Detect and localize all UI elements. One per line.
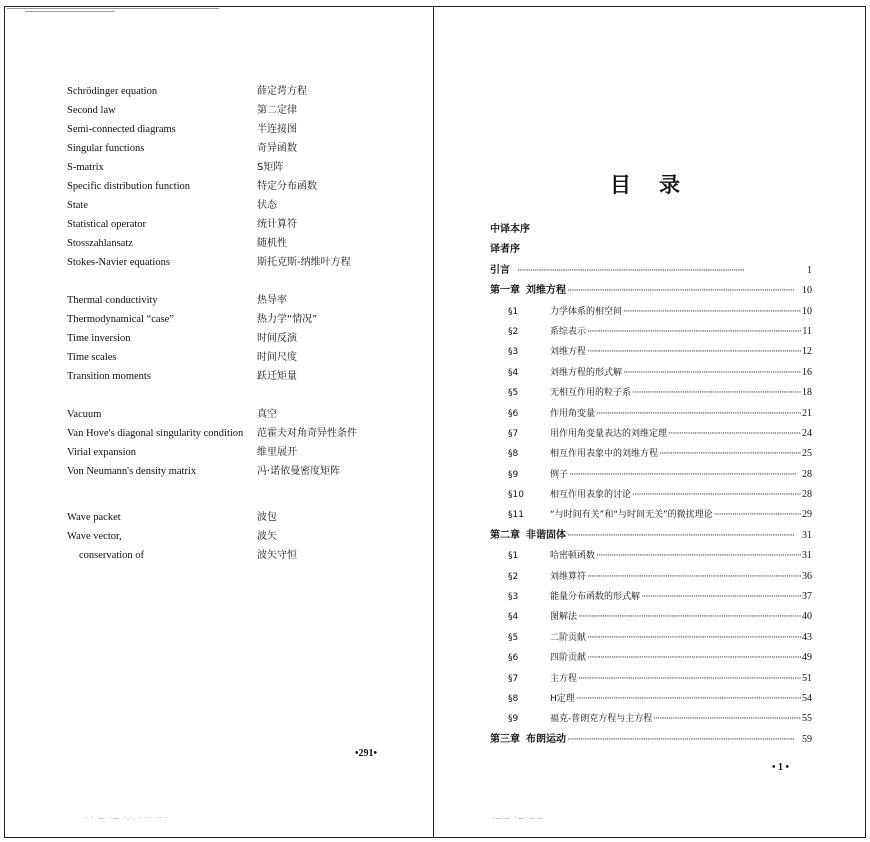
glossary-row: Wave packet 波包	[67, 512, 277, 523]
scan-artifact	[25, 11, 115, 12]
glossary-row: Van Hove's diagonal singularity condition 范霍夫对角奇异性条件	[67, 428, 357, 439]
toc-title: 目录	[610, 173, 708, 197]
toc-entry: §7 主方程 ····· 51	[490, 669, 812, 689]
toc-entry: §5 无相互作用的粒子系 ····· 18	[490, 383, 812, 403]
glossary-row: Thermal conductivity 热导率	[67, 295, 287, 306]
toc-entry: §9 福克-普朗克方程与主方程 ····· 55	[490, 709, 812, 729]
toc-entry: §6 作用角变量 ····· 21	[490, 404, 812, 424]
toc-entry: §8 相互作用表象中的刘维方程 ····· 25	[490, 444, 812, 464]
toc-entry: §9 例子 ····· 28	[490, 465, 812, 485]
left-page	[5, 6, 433, 838]
glossary-row: Time inversion 时间反演	[67, 333, 297, 344]
toc-entry: §7 用作用角变量表达的刘维定理 ····· 24	[490, 424, 812, 444]
glossary-row: Virial expansion 维里展开	[67, 447, 297, 458]
glossary-row: State 状态	[67, 200, 277, 211]
toc-entry: §5 二阶贡献 ····· 43	[490, 628, 812, 648]
glossary-row: Statistical operator 统计算符	[67, 219, 297, 230]
toc-entry: §1 哈密顿函数 ····· 31	[490, 546, 812, 566]
glossary-row: Second law 第二定律	[67, 105, 297, 116]
toc-entry: §1 力学体系的相空间 ····· 10	[490, 302, 812, 322]
glossary-row: Stosszahlansatz 随机性	[67, 238, 287, 249]
toc-entry: 第一章 刘维方程 ····· 10	[490, 281, 812, 301]
scan-artifact	[7, 8, 219, 9]
toc-entry: §3 刘维方程 ····· 12	[490, 342, 812, 362]
toc-entry: §2 系综表示 ····· 11	[490, 322, 812, 342]
toc-entry: §10 相互作用表象的讨论 ····· 28	[490, 485, 812, 505]
glossary-row: Thermodynamical “case” 热力学“情况”	[67, 314, 318, 325]
glossary-row: Singular functions 奇异函数	[67, 143, 297, 154]
glossary-row: Transition moments 跃迁矩量	[67, 371, 297, 382]
toc-entry: §4 图解法 ····· 40	[490, 607, 812, 627]
toc-entry: §2 刘维算符 ····· 36	[490, 567, 812, 587]
toc-entry: §4 刘维方程的形式解 ····· 16	[490, 363, 812, 383]
glossary-row: S-matrix S矩阵	[67, 162, 284, 173]
glossary-row: Semi-connected diagrams 半连接图	[67, 124, 297, 135]
glossary-row: conservation of 波矢守恒	[79, 550, 297, 561]
toc-entry: 中译本序	[490, 224, 530, 235]
toc-entry: 译者序	[490, 244, 520, 256]
toc-entry: 第二章 非谐固体 ····· 31	[490, 526, 812, 546]
glossary-row: Von Neumann's density matrix 冯·诺依曼密度矩阵	[67, 466, 341, 477]
glossary-list	[67, 82, 407, 565]
page-number: •291•	[355, 748, 378, 759]
glossary-row: Stokes-Navier equations 斯托克斯-纳维叶方程	[67, 257, 351, 268]
toc-entry: 第三章 布朗运动 ····· 59	[490, 730, 812, 750]
right-page	[434, 6, 865, 838]
toc-entry: §3 能量分布函数的形式解 ····· 37	[490, 587, 812, 607]
scan-artifact: ·—— ·—·——	[492, 814, 545, 822]
glossary-row: Vacuum 真空	[67, 409, 277, 420]
toc-entry: §6 四阶贡献 ····· 49	[490, 648, 812, 668]
toc-entry: §11 “与时间有关”和“与时间无关”的微扰理论 ····· 29	[490, 505, 812, 525]
glossary-row: Wave vector, 波矢	[67, 531, 277, 542]
glossary-row: Schrödinger equation 薛定谔方程	[67, 86, 307, 97]
table-of-contents	[490, 220, 812, 750]
glossary-row: Specific distribution function 特定分布函数	[67, 181, 317, 192]
scan-artifact: · · — ·— ·.·. · ·· ·· ·	[85, 814, 169, 822]
toc-entry: §8 H定理 ····· 54	[490, 689, 812, 709]
glossary-row: Time scales 时间尺度	[67, 352, 297, 363]
page-number: • 1 •	[772, 762, 790, 773]
toc-entry: 引言 ····· 1	[490, 261, 812, 281]
